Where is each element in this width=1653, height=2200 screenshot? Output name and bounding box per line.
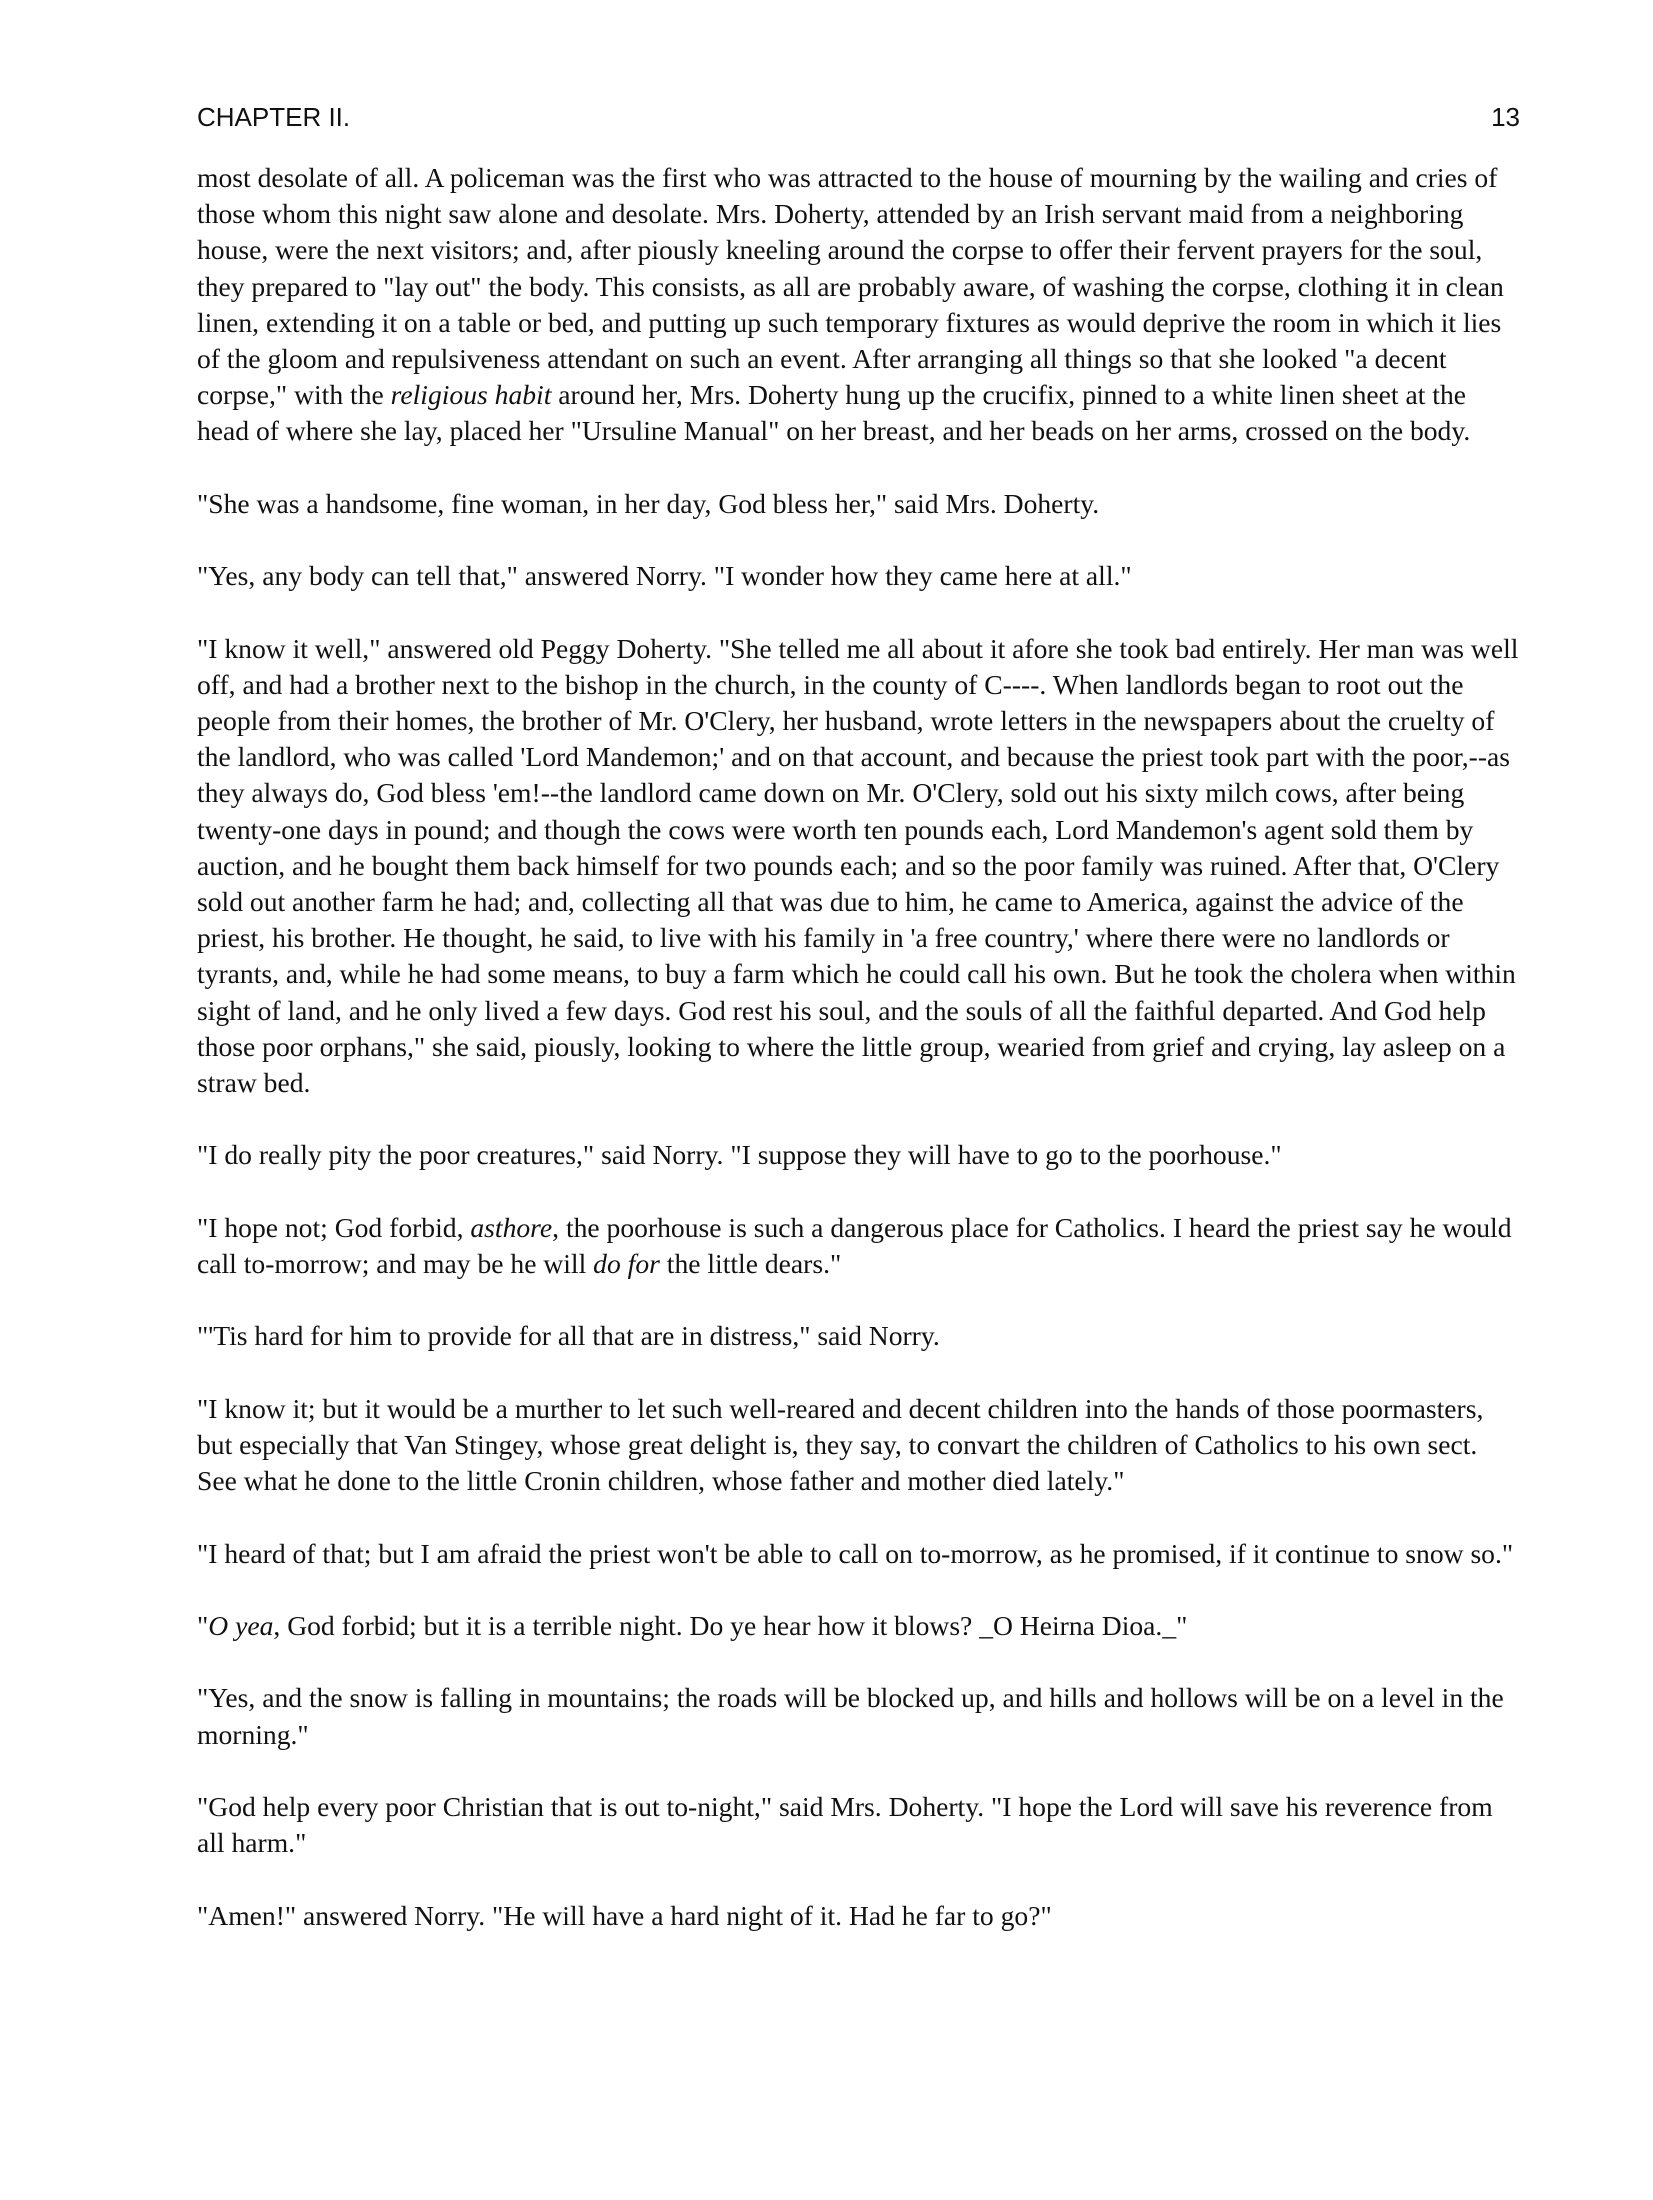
paragraph xyxy=(197,1536,1522,1572)
text-run: "I know it well," answered old Peggy Doherty. "She telled me all about it afore she took bad entirely. Her man was well off, and had a brother next to the bishop in the church, in the county of C----. When landlords began to root out the people from their homes, the brother of Mr. O'Clery, her husband, wrote letters in the newspapers about the cruelty of the landlord, who was called 'Lord Mandemon;' and on that account, and because the priest took part with the poor,--as they always do, God bless 'em!--the landlord came down on Mr. O'Clery, sold out his sixty milch cows, after being twenty-one days in pound; and though the cows were worth ten pounds each, Lord Mandemon's agent sold them by auction, and he bought them back himself for two pounds each; and so the poor family was ruined. After that, O'Clery sold out another farm he had; and, collecting all that was due to him, he came to America, against the advice of the priest, his brother. He thought, he said, to live with his family in 'a free country,' where there were no landlords or tyrants, and, while he had some means, to buy a farm which he could call his own. But he took the cholera when within sight of land, and he only lived a few days. God rest his soul, and the souls of all the faithful departed. And God help those poor orphans," she said, piously, looking to where the little group, wearied from grief and crying, lay asleep on a straw bed. xyxy=(197,632,1519,1099)
text-run: "She was a handsome, fine woman, in her day, God bless her," said Mrs. Doherty. xyxy=(197,487,1100,519)
chapter-title: CHAPTER II. xyxy=(197,102,351,132)
italic-text: asthore xyxy=(470,1211,553,1243)
paragraph xyxy=(197,631,1522,1102)
paragraph xyxy=(197,1680,1522,1752)
paragraph xyxy=(197,1137,1522,1173)
text-run: "'Tis hard for him to provide for all that are in distress," said Norry. xyxy=(197,1320,940,1352)
paragraph xyxy=(197,558,1522,594)
text-run: most desolate of all. A policeman was the first who was attracted to the house of mourning by the wailing and cries of those whom this night saw alone and desolate. Mrs. Doherty, attended by an Irish servant maid from a neighboring house, were the next visitors; and, after piously kneeling around the corpse to offer their fervent prayers for the soul, they prepared to "lay out" the body. This consists, as all are probably aware, of washing the corpse, clothing it in clean linen, extending it on a table or bed, and putting up such temporary fixtures as would deprive the room in which it lies of the gloom and repulsiveness attendant on such an event. After arranging all things so that she looked "a decent corpse," with the xyxy=(197,162,1504,411)
text-run: "God help every poor Christian that is out to-night," said Mrs. Doherty. "I hope the Lord will save his reverence from all harm." xyxy=(197,1790,1493,1859)
text-run: "Yes, any body can tell that," answered Norry. "I wonder how they came here at all." xyxy=(197,560,1132,592)
text-run: around her, Mrs. Doherty hung up the crucifix, pinned to a white linen sheet at the head of where she lay, placed her "Ursuline Manual" on her breast, and her beads on her arms, crossed on the body. xyxy=(197,379,1471,447)
paragraph xyxy=(197,1318,1522,1354)
italic-text: religious habit xyxy=(390,379,552,411)
italic-text: do for xyxy=(593,1248,660,1280)
text-run: "Amen!" answered Norry. "He will have a hard night of it. Had he far to go?" xyxy=(197,1899,1052,1931)
italic-text: O yea xyxy=(208,1609,274,1641)
text-run: the little dears." xyxy=(659,1248,842,1280)
text-run: "I know it; but it would be a murther to let such well-reared and decent children into the hands of those poormasters, but especially that Van Stingey, whose great delight is, they say, to convart the children of Catholics to his own sect. See what he done to the little Cronin children, whose father and mother died lately." xyxy=(197,1392,1484,1497)
text-run: "I hope not; God forbid, xyxy=(197,1211,471,1243)
text-run: " xyxy=(197,1609,209,1641)
text-run: "Yes, and the snow is falling in mountains; the roads will be blocked up, and hills and hollows will be on a level in the morning." xyxy=(197,1682,1504,1750)
paragraph xyxy=(197,1210,1522,1282)
body-text xyxy=(197,160,1522,1934)
paragraph xyxy=(197,160,1522,450)
text-run: , God forbid; but it is a terrible night. Do ye hear how it blows? _O Heirna Dioa._" xyxy=(273,1609,1188,1641)
paragraph xyxy=(197,1391,1522,1500)
paragraph xyxy=(197,486,1522,522)
text-run: "I heard of that; but I am afraid the priest won't be able to call on to-morrow, as he promised, if it continue to snow so." xyxy=(197,1537,1514,1569)
paragraph xyxy=(197,1898,1522,1934)
paragraph xyxy=(197,1608,1522,1644)
text-run: "I do really pity the poor creatures," said Norry. "I suppose they will have to go to the poorhouse." xyxy=(197,1139,1282,1171)
running-header xyxy=(197,102,1520,142)
text-run: , the poorhouse is such a dangerous place for Catholics. I heard the priest say he would call to-morrow; and may be he will xyxy=(197,1211,1512,1280)
paragraph xyxy=(197,1789,1522,1861)
page-number: 13 xyxy=(1491,102,1520,132)
